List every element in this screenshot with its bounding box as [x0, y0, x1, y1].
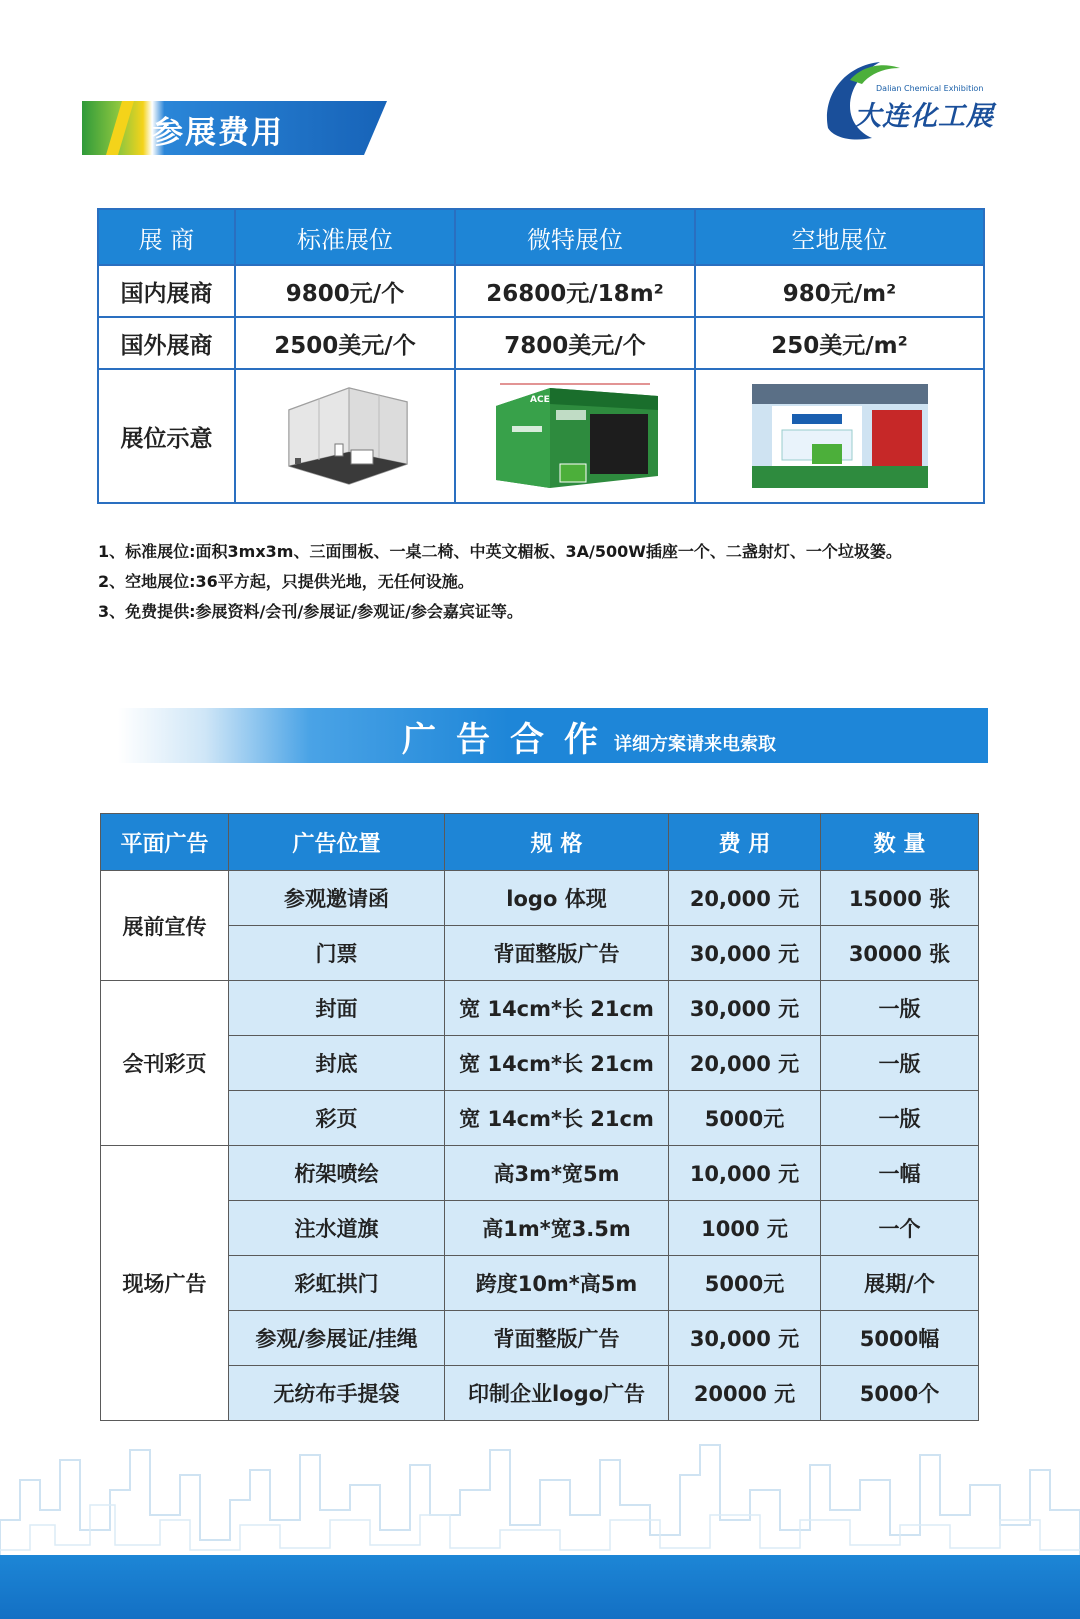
header-micro-booth: 微特展位	[455, 209, 695, 265]
ad-qty-cell: 15000 张	[821, 871, 979, 926]
note-line: 2、空地展位:36平方起，只提供光地，无任何设施。	[98, 572, 474, 591]
standard-booth-image	[279, 380, 411, 492]
ad-qty-cell: 一版	[821, 1091, 979, 1146]
logo-english-text: Dalian Chemical Exhibition	[876, 84, 984, 93]
ad-qty-cell: 展期/个	[821, 1256, 979, 1311]
section-header-exhibit-fees	[82, 101, 387, 155]
booth-image-row	[98, 369, 984, 503]
header-print-ad: 平面广告	[101, 814, 229, 871]
city-skyline-decoration	[0, 1420, 1080, 1560]
note-line: 1、标准展位:面积3mx3m、三面围板、一桌二椅、中英文楣板、3A/500W插座一个、二盏射灯、一个垃圾篓。	[98, 542, 902, 561]
booth-fee-table	[97, 208, 985, 504]
ad-qty-cell: 一版	[821, 981, 979, 1036]
ad-position-cell: 彩页	[229, 1091, 445, 1146]
ad-spec-cell: 高3m*宽5m	[445, 1146, 669, 1201]
ad-position-cell: 参观/参展证/挂绳	[229, 1311, 445, 1366]
section-header-advertising	[118, 708, 988, 763]
price-cell: 980元/m²	[695, 265, 984, 317]
ad-spec-cell: 跨度10m*高5m	[445, 1256, 669, 1311]
ad-position-cell: 彩虹拱门	[229, 1256, 445, 1311]
ad-spec-cell: 背面整版广告	[445, 1311, 669, 1366]
ad-qty-cell: 5000个	[821, 1366, 979, 1421]
ad-qty-cell: 一版	[821, 1036, 979, 1091]
table-row	[101, 1366, 979, 1421]
header-spec: 规 格	[445, 814, 669, 871]
ad-position-cell: 参观邀请函	[229, 871, 445, 926]
table-row	[101, 1311, 979, 1366]
ad-qty-cell: 30000 张	[821, 926, 979, 981]
raw-space-booth-image	[752, 384, 928, 488]
ad-fee-cell: 20000 元	[669, 1366, 821, 1421]
ad-position-cell: 注水道旗	[229, 1201, 445, 1256]
ad-qty-cell: 5000幅	[821, 1311, 979, 1366]
ad-spec-cell: 印制企业logo广告	[445, 1366, 669, 1421]
logo	[822, 58, 994, 150]
advertising-table	[100, 813, 979, 1421]
header-raw-space: 空地展位	[695, 209, 984, 265]
table-row	[101, 1146, 979, 1201]
price-cell: 250美元/m²	[695, 317, 984, 369]
footer-bar	[0, 1555, 1080, 1619]
booth-notes	[98, 537, 998, 627]
micro-booth-image	[490, 380, 660, 492]
header-exhibitor: 展 商	[98, 209, 235, 265]
table-row	[101, 1256, 979, 1311]
price-cell: 2500美元/个	[235, 317, 455, 369]
note-line: 3、免费提供:参展资料/会刊/参展证/参观证/参会嘉宾证等。	[98, 602, 523, 621]
section-title: 广告合作	[402, 720, 618, 760]
ad-fee-cell: 30,000 元	[669, 1311, 821, 1366]
table-row	[101, 1036, 979, 1091]
section-subtitle: 详细方案请来电索取	[614, 734, 776, 755]
ad-qty-cell: 一个	[821, 1201, 979, 1256]
ad-spec-cell: 宽 14cm*长 21cm	[445, 1036, 669, 1091]
ad-spec-cell: 宽 14cm*长 21cm	[445, 981, 669, 1036]
table-row	[101, 871, 979, 926]
ad-fee-cell: 10,000 元	[669, 1146, 821, 1201]
price-cell: 26800元/18m²	[455, 265, 695, 317]
ad-fee-cell: 5000元	[669, 1256, 821, 1311]
header-ad-position: 广告位置	[229, 814, 445, 871]
section-title: 参展费用	[152, 115, 284, 151]
raw-space-image-cell	[695, 369, 984, 503]
header-standard-booth: 标准展位	[235, 209, 455, 265]
header-quantity: 数 量	[821, 814, 979, 871]
ad-position-cell: 封底	[229, 1036, 445, 1091]
ad-fee-cell: 5000元	[669, 1091, 821, 1146]
group-label: 展前宣传	[101, 871, 229, 981]
row-label-foreign: 国外展商	[98, 317, 235, 369]
micro-booth-logo-text: ACE	[530, 395, 550, 405]
group-label: 会刊彩页	[101, 981, 229, 1146]
ad-spec-cell: 背面整版广告	[445, 926, 669, 981]
price-cell: 7800美元/个	[455, 317, 695, 369]
table-row	[101, 926, 979, 981]
row-label-booth-illustration: 展位示意	[98, 369, 235, 503]
table-row	[101, 981, 979, 1036]
ad-position-cell: 门票	[229, 926, 445, 981]
ad-spec-cell: logo 体现	[445, 871, 669, 926]
ad-fee-cell: 20,000 元	[669, 1036, 821, 1091]
table-row	[101, 1201, 979, 1256]
advertising-header-row	[101, 814, 979, 871]
ad-qty-cell: 一幅	[821, 1146, 979, 1201]
micro-booth-image-cell	[455, 369, 695, 503]
ad-fee-cell: 30,000 元	[669, 926, 821, 981]
table-row	[98, 265, 984, 317]
ad-position-cell: 桁架喷绘	[229, 1146, 445, 1201]
ad-fee-cell: 1000 元	[669, 1201, 821, 1256]
ad-fee-cell: 30,000 元	[669, 981, 821, 1036]
header-fee: 费 用	[669, 814, 821, 871]
group-label: 现场广告	[101, 1146, 229, 1421]
price-cell: 9800元/个	[235, 265, 455, 317]
ad-fee-cell: 20,000 元	[669, 871, 821, 926]
ad-position-cell: 封面	[229, 981, 445, 1036]
booth-fee-header-row	[98, 209, 984, 265]
row-label-domestic: 国内展商	[98, 265, 235, 317]
logo-chinese-text: 大连化工展	[854, 101, 994, 132]
ad-spec-cell: 宽 14cm*长 21cm	[445, 1091, 669, 1146]
standard-booth-image-cell	[235, 369, 455, 503]
table-row	[98, 317, 984, 369]
ad-position-cell: 无纺布手提袋	[229, 1366, 445, 1421]
table-row	[101, 1091, 979, 1146]
ad-spec-cell: 高1m*宽3.5m	[445, 1201, 669, 1256]
